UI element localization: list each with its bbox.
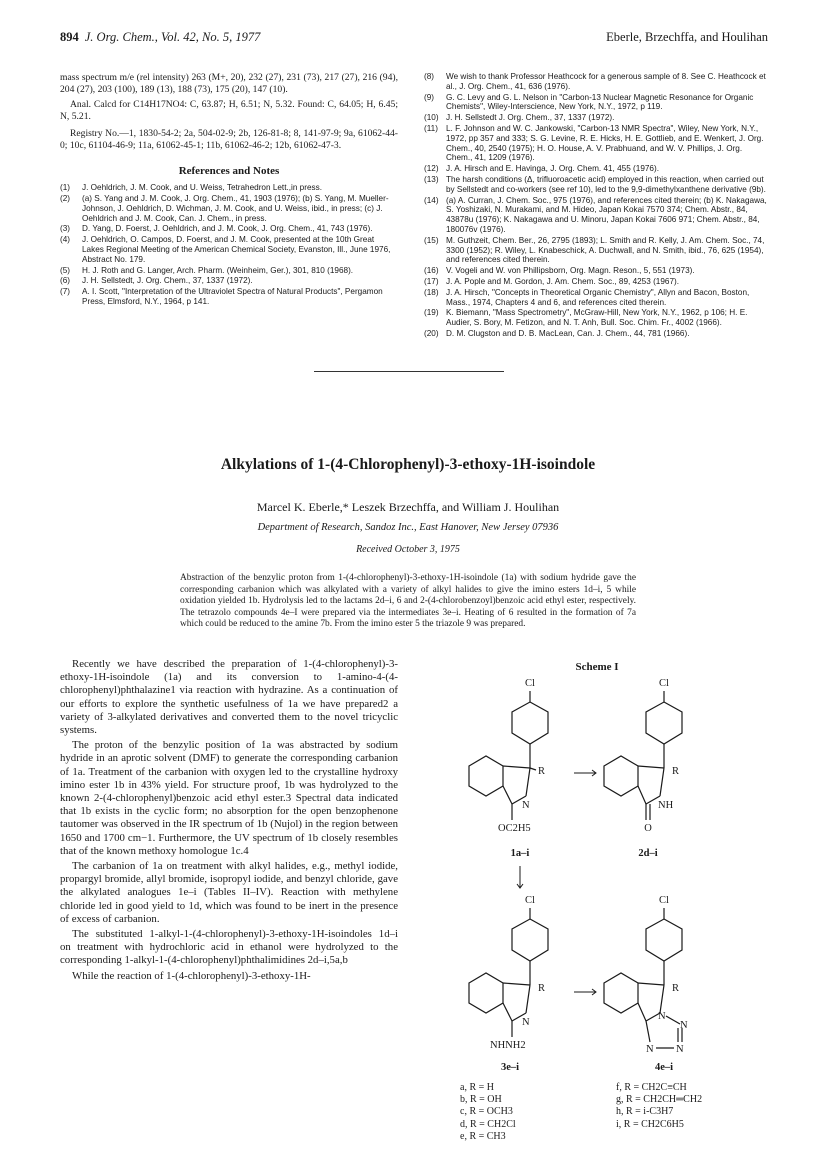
reference-item <box>60 276 398 286</box>
reference-text: J. A. Pople and M. Gordon, J. Am. Chem. Soc., 89, 4253 (1967). <box>446 276 680 286</box>
journal-citation: J. Org. Chem., Vol. 42, No. 5, 1977 <box>84 30 261 44</box>
reference-item <box>60 183 398 193</box>
reference-number: (3) <box>60 224 71 234</box>
mass-spectrum-text: mass spectrum m/e (rel intensity) 263 (M+, 20), 232 (27), 231 (73), 217 (27), 216 (94), 204 (27), 203 (100), 189 (13), 188 (73), 175 (20), 147 (10). <box>60 72 398 95</box>
reference-item <box>424 329 770 339</box>
r-group-item: g, R = CH2CH═CH2 <box>616 1094 703 1106</box>
r-group-item: c, R = OCH3 <box>460 1106 513 1118</box>
reference-number: (7) <box>60 287 71 297</box>
atom-r: R <box>672 983 680 994</box>
structure-1a-i <box>469 691 548 820</box>
reference-item <box>424 266 770 276</box>
atom-cl: Cl <box>659 678 669 689</box>
reference-text: H. J. Roth and G. Langer, Arch. Pharm. (Weinheim, Ger.), 301, 810 (1968). <box>82 265 354 275</box>
reference-number: (13) <box>424 174 439 184</box>
reference-item <box>60 194 398 223</box>
reference-text: D. M. Clugston and D. B. MacLean, Can. J. Chem., 44, 781 (1966). <box>446 328 690 338</box>
atom-nhnh2: NHNH2 <box>490 1040 526 1051</box>
references-list-right <box>424 72 770 339</box>
reference-text: L. F. Johnson and W. C. Jankowski, "Carbon-13 NMR Spectra", Wiley, New York, N.Y., 1972, pp 357 and 333; S. G. Levine, R. E. Hicks, H. E. Gottlieb, and E. Wenkert, J. Org. Chem., 40, 2540 (1975); H. O. House, A. V. Prabhuand, and W. V. Phillips, J. Org. Chem., 41, 1209 (1976). <box>446 123 764 163</box>
r-group-item: d, R = CH2Cl <box>460 1118 516 1130</box>
atom-n: N <box>680 1020 688 1031</box>
reference-number: (18) <box>424 287 439 297</box>
body-paragraph: The proton of the benzylic position of 1a was abstracted by sodium hydride in an aprotic solvent (DMF) to generate the corresponding carbanion of 1a. Treatment of the carbanion with oxygen led to the crystalline hydroxy imino ester 1b in 43% yield. For structure proof, 1b was hydrolyzed to the known 2-(4-chlorophenyl)benzoic acid ethyl ester.3 Spectral data indicated that 1b exists in the cyclic form; no absorption for the open benzophenone tautomer was observed in the IR spectrum of 1b (Nujol) in the region between 1650 and 1700 cm−1. Furthermore, the UV spectrum of 1b closely resembles that of the known methoxy homologue 1c.4 <box>60 739 398 857</box>
reference-number: (4) <box>60 235 71 245</box>
reference-item <box>424 288 770 308</box>
reference-text: V. Vogeli and W. von Phillipsborn, Org. Magn. Reson., 5, 551 (1973). <box>446 266 695 276</box>
reference-number: (1) <box>60 183 71 193</box>
header-left <box>60 30 260 45</box>
reference-item <box>60 224 398 234</box>
reference-text: J. A. Hirsch, "Concepts in Theoretical Organic Chemistry", Allyn and Bacon, Boston, Mass., 1974, Chapters 4 and 6, and references cited therein. <box>446 287 750 307</box>
body-paragraph: Recently we have described the preparation of 1-(4-chlorophenyl)-3-ethoxy-1H-isoindole (1a) and its conversion to 1-amino-4-(4-chlorophenyl)phthalazine1 via reaction with hydrazine. As a continuation of our efforts to explore the synthetic usefulness of 1a we have prepared2 a variety of 3-alkylated derivatives and converted them to the novel tricyclic systems. <box>60 658 398 737</box>
atom-n: N <box>676 1044 684 1055</box>
structure-3e-i <box>469 908 548 1037</box>
section-divider <box>314 371 504 372</box>
reference-item <box>424 113 770 123</box>
running-header <box>60 30 768 52</box>
reference-number: (17) <box>424 276 439 286</box>
references-list-left <box>60 183 398 307</box>
r-group-list-right <box>616 1082 766 1131</box>
prev-article-left-column <box>60 72 398 308</box>
anal-text: Anal. Calcd for C14H17NO4: C, 63.87; H, 6.51; N, 5.32. Found: C, 64.05; H, 6.45; N, 5.21. <box>60 99 398 122</box>
reference-item <box>424 124 770 163</box>
page-number: 894 <box>60 30 79 44</box>
reference-text: (a) A. Curran, J. Chem. Soc., 975 (1976), and references cited therein; (b) K. Nakagawa, S. Yoshizaki, N. Murakami, and M. Hideo, Japan Kokai 7570 374; Chem. Abstr., 84, 43878u (1976); K. Nakagawa and U. Minoru, Japan Kokai 7606 971; Chem. Abstr., 84, 180076v (1976). <box>446 195 767 234</box>
reference-text: D. Yang, D. Foerst, J. Oehldrich, and J. M. Cook, J. Org. Chem., 41, 743 (1976). <box>82 224 373 234</box>
atom-oet: OC2H5 <box>498 823 531 834</box>
reference-text: A. I. Scott, "Interpretation of the Ultraviolet Spectra of Natural Products", Pergamon Press, Elmsford, N.Y., 1964, p 141. <box>82 287 383 306</box>
reference-text: K. Biemann, "Mass Spectrometry", McGraw-Hill, New York, N.Y., 1962, p 106; H. E. Audier, S. Bory, M. Fetizon, and N. T. Anh, Bull. Soc. Chim. Fr., 4002 (1966). <box>446 308 748 328</box>
atom-r: R <box>538 766 546 777</box>
compound-label-2: 2d–i <box>638 848 658 859</box>
r-group-item: h, R = i-C3H7 <box>616 1106 674 1118</box>
reference-number: (9) <box>424 92 435 102</box>
reference-item <box>424 72 770 92</box>
reference-item <box>424 175 770 195</box>
reference-number: (10) <box>424 113 439 123</box>
article-body <box>60 658 398 985</box>
reference-item <box>424 164 770 174</box>
r-group-item: b, R = OH <box>460 1094 502 1106</box>
registry-numbers: Registry No.—1, 1830-54-2; 2a, 504-02-9; 2b, 126-81-8; 8, 141-97-9; 9a, 61062-44-0; 10c, 61104-46-9; 11a, 61062-45-1; 11b, 61062-46-2; 12b, 61062-47-3. <box>60 128 398 151</box>
r-group-item: f, R = CH2C≡CH <box>616 1082 687 1093</box>
atom-cl: Cl <box>525 678 535 689</box>
header-authors: Eberle, Brzechffa, and Houlihan <box>606 30 768 44</box>
r-group-item: e, R = CH3 <box>460 1130 506 1142</box>
atom-n: N <box>522 800 530 811</box>
reference-text: The harsh conditions (Δ, trifluoroacetic acid) employed in this reaction, when carried out by Sellstedt and co-workers (see ref 10), led to the 9,9-dimethylxanthene derivative (9b). <box>446 174 766 194</box>
reference-number: (20) <box>424 328 439 338</box>
reference-number: (15) <box>424 235 439 245</box>
atom-n: N <box>658 1011 666 1022</box>
atom-cl: Cl <box>525 895 535 906</box>
compound-label-4: 4e–i <box>654 1062 674 1073</box>
r-group-item: a, R = H <box>460 1082 494 1093</box>
abstract: Abstraction of the benzylic proton from 1-(4-chlorophenyl)-3-ethoxy-1H-isoindole (1a) with sodium hydride gave the corresponding carbanion which was alkylated with a variety of alkyl halides to give the imino esters 1d–i, 5 while oxidation yielded 1b. Hydrolysis led to the lactams 2d–i, 6 and 2-(4-chlorobenzoyl)benzoic acid ethyl ester, respectively. The tetrazolo compounds 4e–I were prepared via the intermediates 3e–i. Heating of 6 resulted in the formation of 7a which could be reduced to the amine 7b. From the imino ester 5 the triazole 9 was prepared. <box>180 573 636 630</box>
reference-number: (5) <box>60 265 71 275</box>
reference-text: (a) S. Yang and J. M. Cook, J. Org. Chem., 41, 1903 (1976); (b) S. Yang, M. Mueller-Johnson, J. Oehldrich, D. Wichman, J. M. Cook, and U. Weiss, ibid., in press; (c) J. Oehldrich and J. M. Cook, Can. J. Chem., in press. <box>82 193 389 223</box>
body-paragraph: The carbanion of 1a on treatment with alkyl halides, e.g., methyl iodide, propargyl bromide, allyl bromide, isopropyl iodide, and benzyl chloride, gave the alkylated analogues 1e–i (Tables II–IV). Reaction with methylene chloride led in good yield to 1d, which was found to be inert in the presence of excess of carbanion. <box>60 860 398 925</box>
atom-cl: Cl <box>659 895 669 906</box>
reference-text: J. H. Sellstedt J. Org. Chem., 37, 1337 (1972). <box>446 113 615 123</box>
received-date: Received October 3, 1975 <box>356 544 460 555</box>
article-authors: Marcel K. Eberle,* Leszek Brzechffa, and William J. Houlihan <box>256 500 560 514</box>
reference-item <box>60 235 398 264</box>
reference-text: G. C. Levy and G. L. Nelson in "Carbon-13 Nuclear Magnetic Resonance for Organic Chemists", Wiley-Interscience, New York, N.Y., 1972, p 119. <box>446 92 754 112</box>
body-paragraph: The substituted 1-alkyl-1-(4-chlorophenyl)-3-ethoxy-1H-isoindoles 1d–i on treatment with hydrochloric acid in ethanol were hydrolyzed to the corresponding 1-alkyl-1-(4-chlorophenyl)phthalimidines 2d–i,5a,b <box>60 928 398 967</box>
reference-text: We wish to thank Professor Heathcock for a generous sample of 8. See C. Heathcock et al., J. Org. Chem., 41, 636 (1976). <box>446 72 766 91</box>
compound-label-3: 3e–i <box>500 1062 520 1073</box>
reference-item <box>60 266 398 276</box>
article-affiliation: Department of Research, Sandoz Inc., East Hanover, New Jersey 07936 <box>257 522 559 533</box>
reference-number: (12) <box>424 164 439 174</box>
reference-item <box>424 277 770 287</box>
atom-nh: NH <box>658 800 674 811</box>
references-heading: References and Notes <box>178 164 280 177</box>
reference-number: (11) <box>424 123 438 133</box>
atom-r: R <box>672 766 680 777</box>
reference-item <box>424 308 770 328</box>
scheme-title: Scheme I <box>575 661 619 673</box>
atom-r: R <box>538 983 546 994</box>
atom-o: O <box>644 823 652 834</box>
r-group-list-left <box>460 1082 600 1143</box>
atom-n: N <box>522 1017 530 1028</box>
reference-text: M. Guthzeit, Chem. Ber., 26, 2795 (1893); L. Smith and R. Kelly, J. Am. Chem. Soc., 74, 3300 (1952); R. Wiley, L. Knabeschick, A. Duchwall, and N. Smith, ibid., 76, 625 (1954), and references cited therein. <box>446 235 765 265</box>
reference-text: J. H. Sellstedt, J. Org. Chem., 37, 1337 (1972). <box>82 276 253 286</box>
body-paragraph: While the reaction of 1-(4-chlorophenyl)-3-ethoxy-1H- <box>72 969 311 982</box>
prev-article-right-column <box>424 72 770 340</box>
reference-number: (2) <box>60 193 71 203</box>
reaction-arrow-right <box>574 770 596 776</box>
structure-4e-i <box>604 908 682 1048</box>
reference-number: (8) <box>424 72 435 81</box>
reaction-arrow-down <box>517 866 523 888</box>
article-title: Alkylations of 1-(4-Chlorophenyl)-3-ethoxy-1H-isoindole <box>220 456 596 473</box>
reference-number: (19) <box>424 308 439 318</box>
atom-n: N <box>646 1044 654 1055</box>
reference-item <box>60 287 398 307</box>
reference-item <box>424 93 770 113</box>
compound-label-1: 1a–i <box>510 848 530 859</box>
scheme-figure <box>424 658 770 1158</box>
reference-number: (14) <box>424 195 439 205</box>
r-group-item: i, R = CH2C6H5 <box>616 1118 684 1130</box>
reference-text: J. Oehldrich, O. Campos, D. Foerst, and J. M. Cook, presented at the 10th Great Lakes Regional Meeting of the American Chemical Society, Evanston, Ill., June 1976, Abstract No. 179. <box>82 235 391 264</box>
reference-text: J. A. Hirsch and E. Havinga, J. Org. Chem. 41, 455 (1976). <box>446 164 659 174</box>
reference-number: (6) <box>60 276 71 286</box>
reference-number: (16) <box>424 266 439 276</box>
reference-text: J. Oehldrich, J. M. Cook, and U. Weiss, Tetrahedron Lett.,in press. <box>82 183 322 193</box>
reaction-arrow-right <box>574 989 596 995</box>
reference-item <box>424 196 770 235</box>
reference-item <box>424 236 770 265</box>
